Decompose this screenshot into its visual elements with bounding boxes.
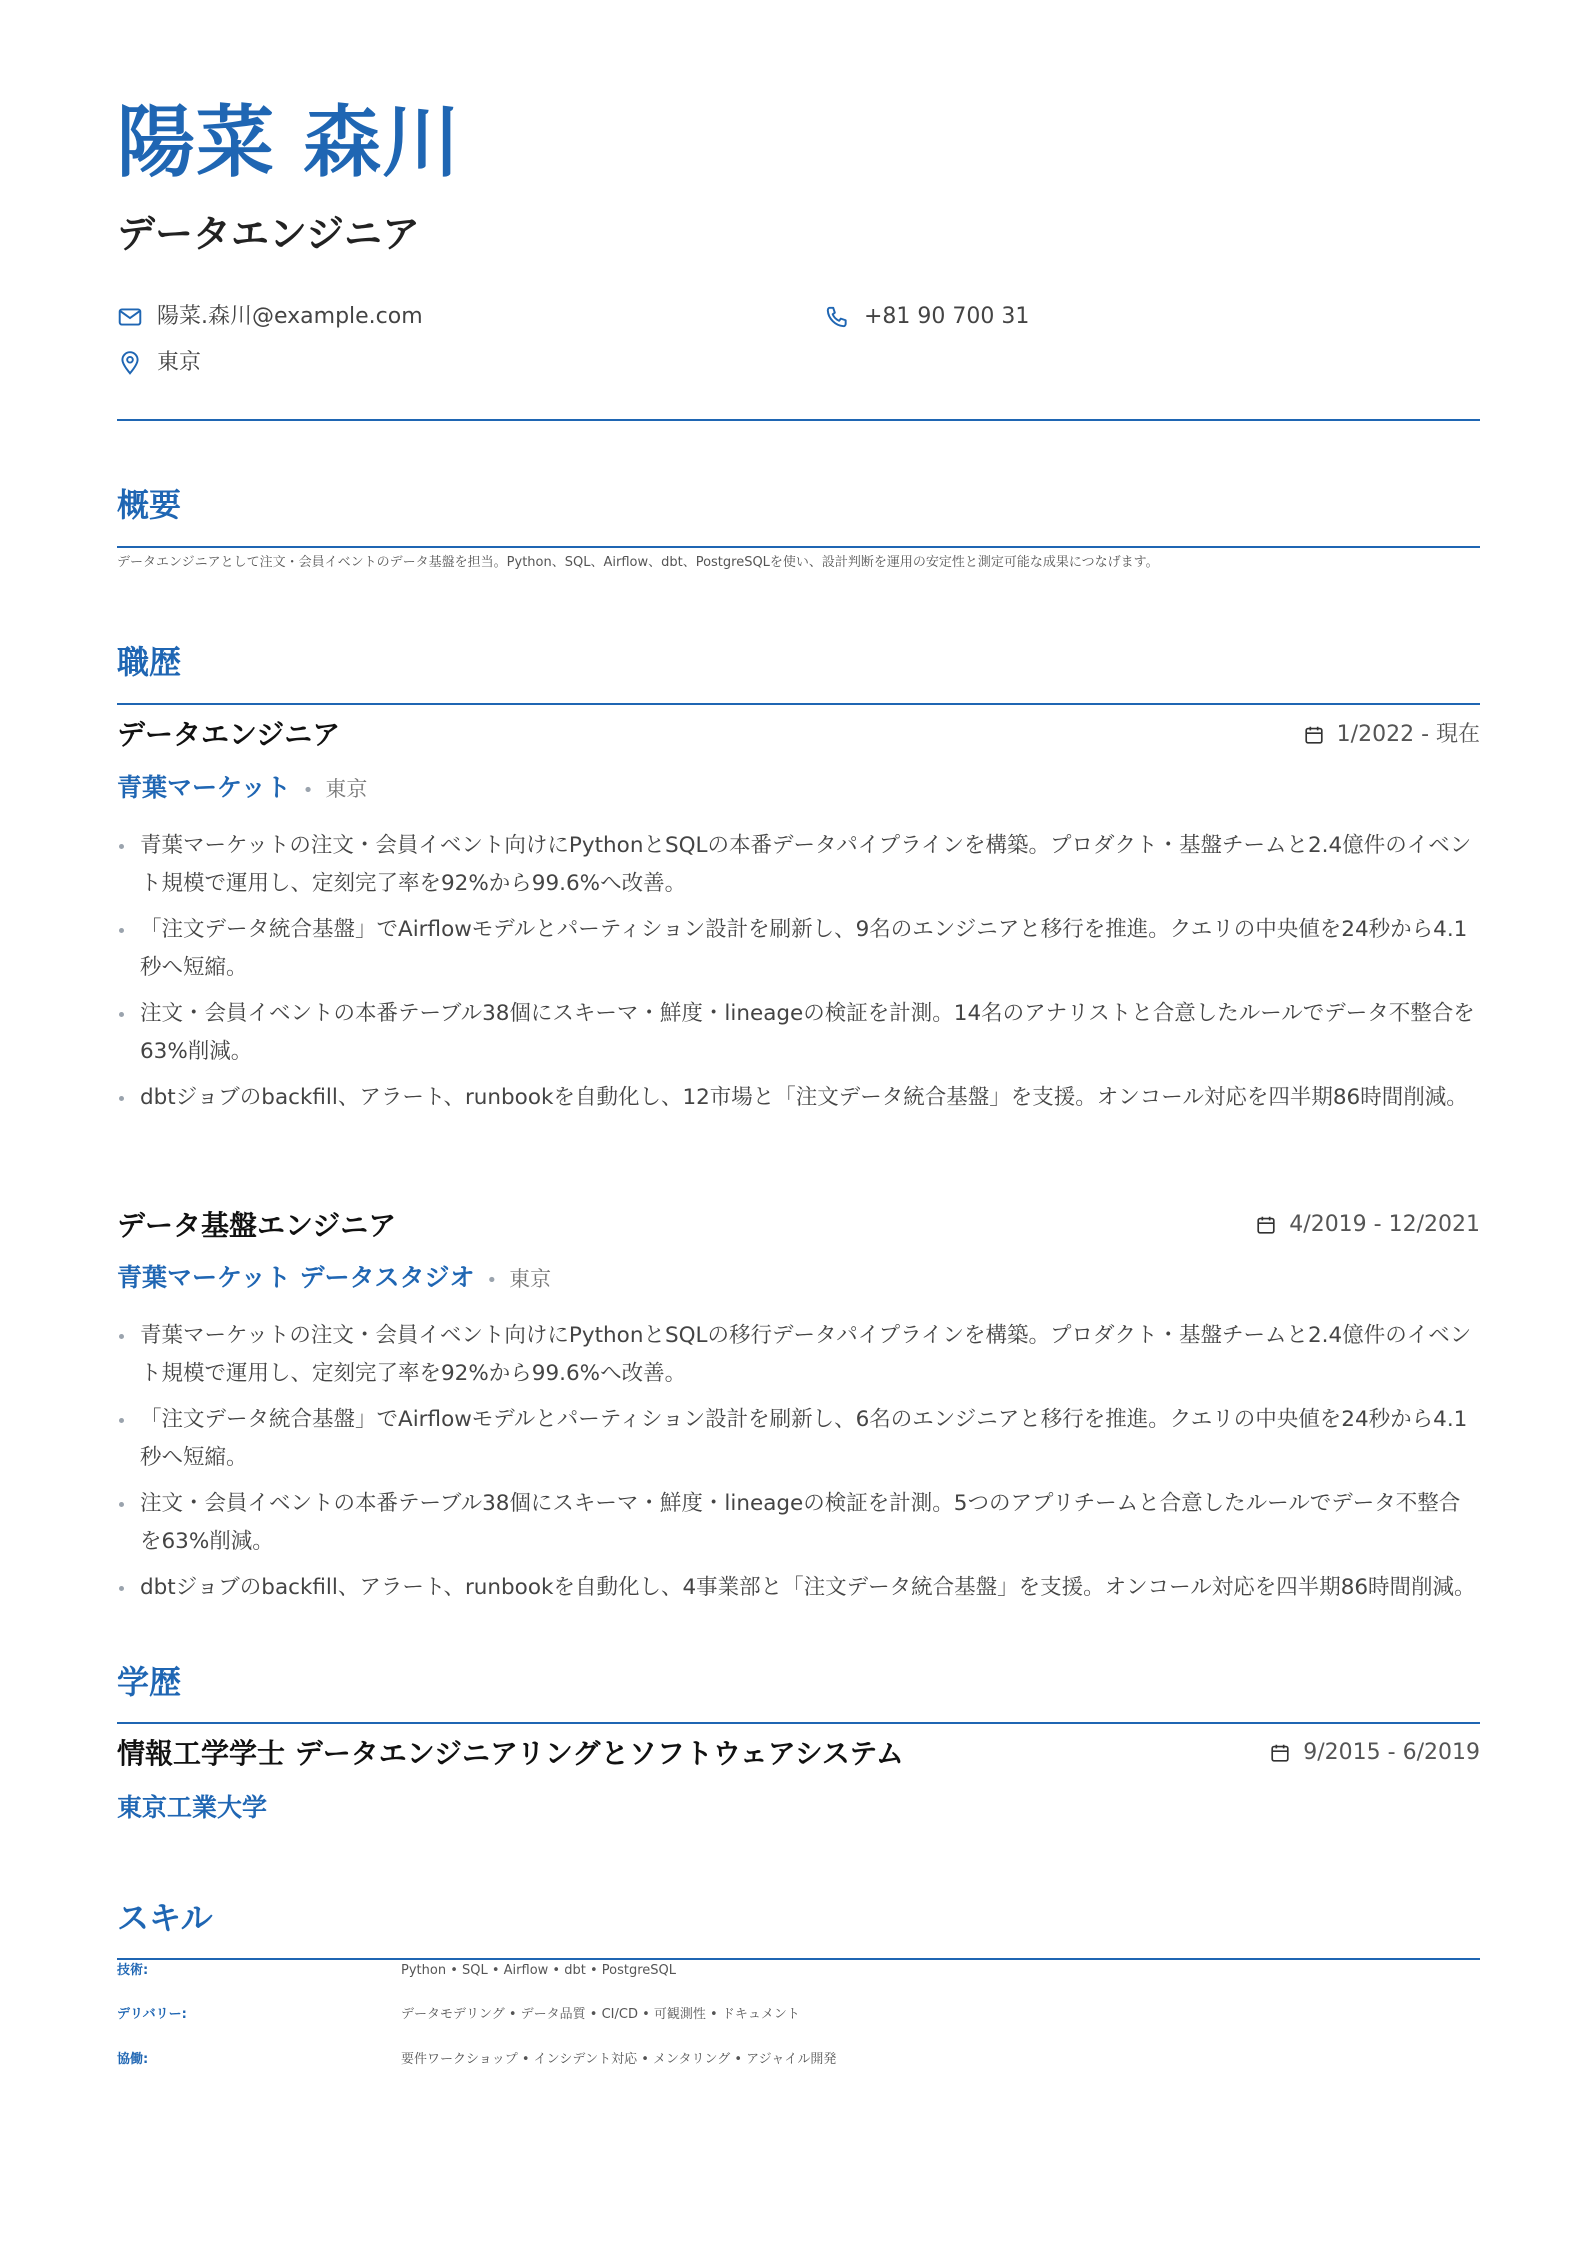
summary-heading: 概要 [117, 486, 182, 524]
job-bullets [117, 827, 1480, 1125]
company-name: 青葉マーケット [117, 773, 291, 802]
education-divider [117, 1722, 1480, 1724]
contact-email[interactable] [117, 304, 423, 330]
calendar-icon [1303, 724, 1325, 746]
skill-value: Python • SQL • Airflow • dbt • PostgreSQL [401, 1963, 676, 1978]
list-item: dbtジョブのbackfill、アラート、runbookを自動化し、4事業部と「注文データ統合基盤」を支援。オンコール対応を四半期86時間削減。 [117, 1569, 1480, 1607]
skill-label: デリバリー: [117, 2007, 187, 2022]
header-divider [117, 419, 1480, 421]
skill-value: 要件ワークショップ • インシデント対応 • メンタリング • アジャイル開発 [401, 2052, 837, 2067]
separator-dot: • [302, 780, 314, 801]
company-line [117, 1265, 551, 1290]
list-item: 「注文データ統合基盤」でAirflowモデルとパーティション設計を刷新し、6名のエンジニアと移行を推進。クエリの中央値を24秒から4.1秒へ短縮。 [117, 1401, 1480, 1477]
calendar-icon [1269, 1742, 1291, 1764]
contact-location [117, 350, 201, 376]
map-pin-icon [117, 350, 143, 376]
job-title: データ基盤エンジニア [117, 1209, 397, 1242]
job-dates [1255, 1214, 1480, 1236]
education-dates [1269, 1742, 1480, 1764]
company-line [117, 775, 367, 800]
email-text: 陽菜.森川@example.com [157, 304, 423, 329]
skills-divider [117, 1958, 1480, 1960]
job-dates-text: 1/2022 - 現在 [1336, 722, 1480, 747]
list-item: 「注文データ統合基盤」でAirflowモデルとパーティション設計を刷新し、9名のエンジニアと移行を推進。クエリの中央値を24秒から4.1秒へ短縮。 [117, 911, 1480, 987]
experience-divider [117, 703, 1480, 705]
list-item: 青葉マーケットの注文・会員イベント向けにPythonとSQLの移行データパイプラインを構築。プロダクト・基盤チームと2.4億件のイベント規模で運用し、定刻完了率を92%から99.6%へ改善。 [117, 1317, 1480, 1393]
list-item: 注文・会員イベントの本番テーブル38個にスキーマ・鮮度・lineageの検証を計測。14名のアナリストと合意したルールでデータ不整合を63%削減。 [117, 995, 1480, 1071]
experience-heading: 職歴 [117, 643, 182, 681]
education-heading: 学歴 [117, 1663, 182, 1701]
phone-icon [824, 304, 850, 330]
job-location: 東京 [325, 777, 368, 801]
job-bullets [117, 1317, 1480, 1615]
education-dates-text: 9/2015 - 6/2019 [1303, 1740, 1480, 1765]
degree-title: 情報工学学士 データエンジニアリングとソフトウェアシステム [117, 1737, 904, 1770]
job-title: データエンジニア [117, 718, 341, 751]
summary-divider [117, 546, 1480, 548]
candidate-title: データエンジニア [117, 212, 421, 256]
summary-text: データエンジニアとして注文・会員イベントのデータ基盤を担当。Python、SQL、Airflow、dbt、PostgreSQLを使い、設計判断を運用の安定性と測定可能な成果につなげます。 [117, 555, 1159, 570]
calendar-icon [1255, 1214, 1277, 1236]
skill-label: 協働: [117, 2052, 149, 2067]
skill-label: 技術: [117, 1963, 149, 1978]
separator-dot: • [486, 1270, 498, 1291]
job-dates-text: 4/2019 - 12/2021 [1289, 1212, 1480, 1237]
school-line [117, 1795, 267, 1820]
skill-value: データモデリング • データ品質 • CI/CD • 可観測性 • ドキュメント [401, 2007, 800, 2022]
contact-phone[interactable] [824, 304, 1029, 330]
skills-heading: スキル [117, 1899, 213, 1937]
school-name: 東京工業大学 [117, 1793, 268, 1822]
mail-icon [117, 304, 143, 330]
phone-text: +81 90 700 31 [864, 304, 1030, 329]
list-item: dbtジョブのbackfill、アラート、runbookを自動化し、12市場と「注文データ統合基盤」を支援。オンコール対応を四半期86時間削減。 [117, 1079, 1480, 1117]
job-dates [1303, 724, 1480, 746]
company-name: 青葉マーケット データスタジオ [117, 1263, 475, 1292]
list-item: 注文・会員イベントの本番テーブル38個にスキーマ・鮮度・lineageの検証を計測。5つのアプリチームと合意したルールでデータ不整合を63%削減。 [117, 1485, 1480, 1561]
candidate-name: 陽菜 森川 [117, 98, 462, 188]
job-location: 東京 [509, 1267, 552, 1291]
location-text: 東京 [157, 350, 202, 375]
list-item: 青葉マーケットの注文・会員イベント向けにPythonとSQLの本番データパイプラインを構築。プロダクト・基盤チームと2.4億件のイベント規模で運用し、定刻完了率を92%から99.6%へ改善。 [117, 827, 1480, 903]
